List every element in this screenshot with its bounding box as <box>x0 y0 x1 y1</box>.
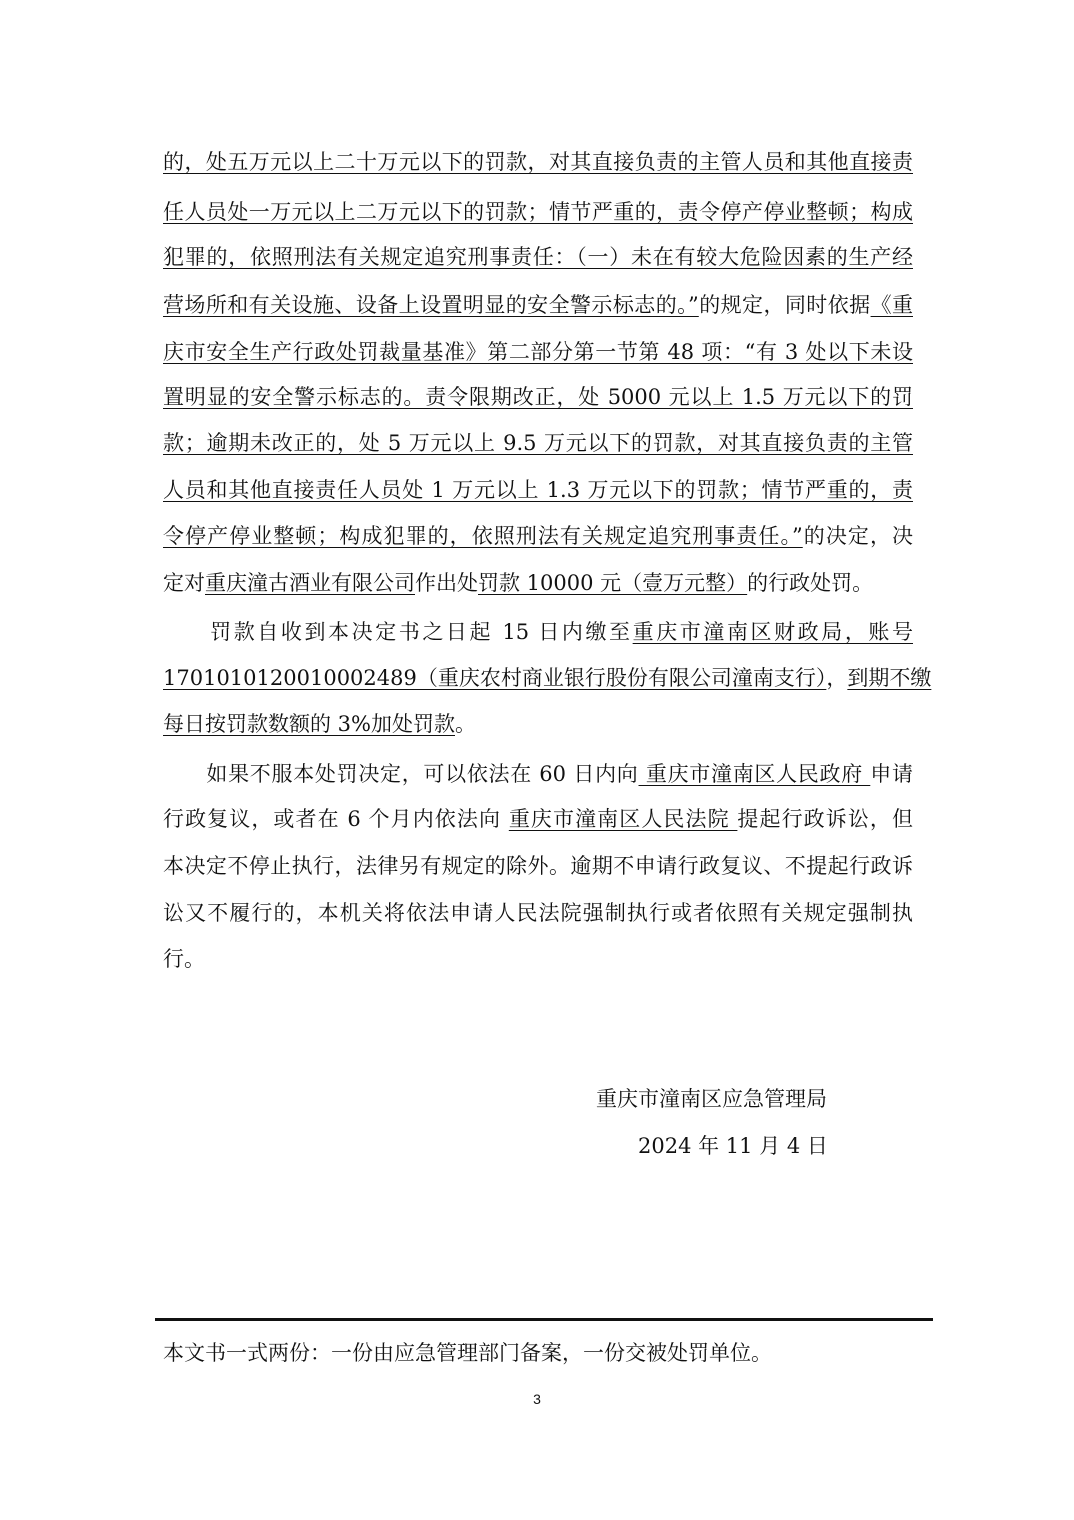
text-line <box>163 761 913 787</box>
underlined-text: 罚款 10000 元（壹万元整） <box>478 571 748 595</box>
text-line <box>163 149 913 175</box>
text-run: 本决定不停止执行，法律另有规定的除外。逾期不申请行政复议、不提起行政诉 <box>163 854 913 878</box>
underlined-text: 到期不缴 <box>847 666 932 690</box>
text-line <box>163 384 913 410</box>
text-line <box>163 199 913 225</box>
underlined-text: 营场所和有关设施、设备上设置明显的安全警示标志的。” <box>163 293 699 317</box>
underlined-text: 《重 <box>870 293 913 317</box>
text-line <box>163 477 913 503</box>
text-line <box>163 665 932 691</box>
underlined-text: 任人员处一万元以上二万元以下的罚款；情节严重的，责令停产停业整顿；构成 <box>163 200 913 224</box>
text-run: 罚款自收到本决定书之日起 15 日内缴至 <box>163 620 633 644</box>
underlined-text: 每日按罚款数额的 3%加处罚款 <box>163 712 455 736</box>
text-run: 提起行政诉讼，但 <box>737 807 913 831</box>
text-run: 的规定，同时依据 <box>698 293 871 317</box>
page-number: 3 <box>533 1391 541 1407</box>
issuing-agency: 重庆市潼南区应急管理局 <box>596 1087 827 1111</box>
text-line <box>163 292 913 318</box>
text-line <box>163 430 913 456</box>
underlined-text: 重庆市潼南区人民政府 <box>638 762 871 786</box>
text-run: 的决定，决 <box>802 524 914 548</box>
text-run: 定对 <box>163 571 205 595</box>
text-line <box>163 523 913 549</box>
underlined-text: 犯罪的，依照刑法有关规定追究刑事责任：（一）未在有较大危险因素的生产经 <box>163 245 913 269</box>
text-run: 行。 <box>163 947 205 971</box>
text-line <box>163 711 913 737</box>
text-run: 如果不服本处罚决定，可以依法在 60 日内向 <box>163 762 639 786</box>
text-line <box>163 244 913 270</box>
text-line <box>163 570 913 596</box>
text-run: 。 <box>455 712 476 736</box>
underlined-text: 1701010120010002489（重庆农村商业银行股份有限公司潼南支行） <box>163 666 827 690</box>
footnote-text: 本文书一式两份：一份由应急管理部门备案，一份交被处罚单位。 <box>163 1341 772 1365</box>
underlined-text: 人员和其他直接责任人员处 1 万元以上 1.3 万元以下的罚款；情节严重的，责 <box>163 478 913 502</box>
underlined-text: 置明显的安全警示标志的。责令限期改正，处 5000 元以上 1.5 万元以下的罚 <box>163 385 913 409</box>
underlined-text: 重庆潼古酒业有限公司 <box>205 571 415 595</box>
text-line <box>163 806 913 832</box>
underlined-text: 重庆市潼南区财政局，账号 <box>632 620 913 644</box>
text-run: 行政复议，或者在 6 个月内依法向 <box>163 807 509 831</box>
underlined-text: 庆市安全生产行政处罚裁量基准》第二部分第一节第 48 项：“有 3 处以下未设 <box>163 340 913 364</box>
text-run: ， <box>826 666 848 690</box>
underlined-text: 的，处五万元以上二十万元以下的罚款，对其直接负责的主管人员和其他直接责 <box>163 150 913 174</box>
underlined-text: 款；逾期未改正的，处 5 万元以上 9.5 万元以下的罚款，对其直接负责的主管 <box>163 431 913 455</box>
text-run: 申请 <box>870 762 913 786</box>
text-run: 讼又不履行的，本机关将依法申请人民法院强制执行或者依照有关规定强制执 <box>163 901 913 925</box>
text-line <box>163 339 913 365</box>
issue-date: 2024 年 11 月 4 日 <box>638 1134 828 1158</box>
footnote-divider <box>155 1318 933 1321</box>
text-line <box>163 853 913 879</box>
text-run: 作出处 <box>415 571 478 595</box>
text-line <box>163 900 913 926</box>
text-line <box>163 619 913 645</box>
underlined-text: 重庆市潼南区人民法院 <box>508 807 738 831</box>
text-line <box>163 946 913 972</box>
text-run: 的行政处罚。 <box>747 571 874 595</box>
underlined-text: 令停产停业整顿；构成犯罪的，依照刑法有关规定追究刑事责任。” <box>163 524 803 548</box>
